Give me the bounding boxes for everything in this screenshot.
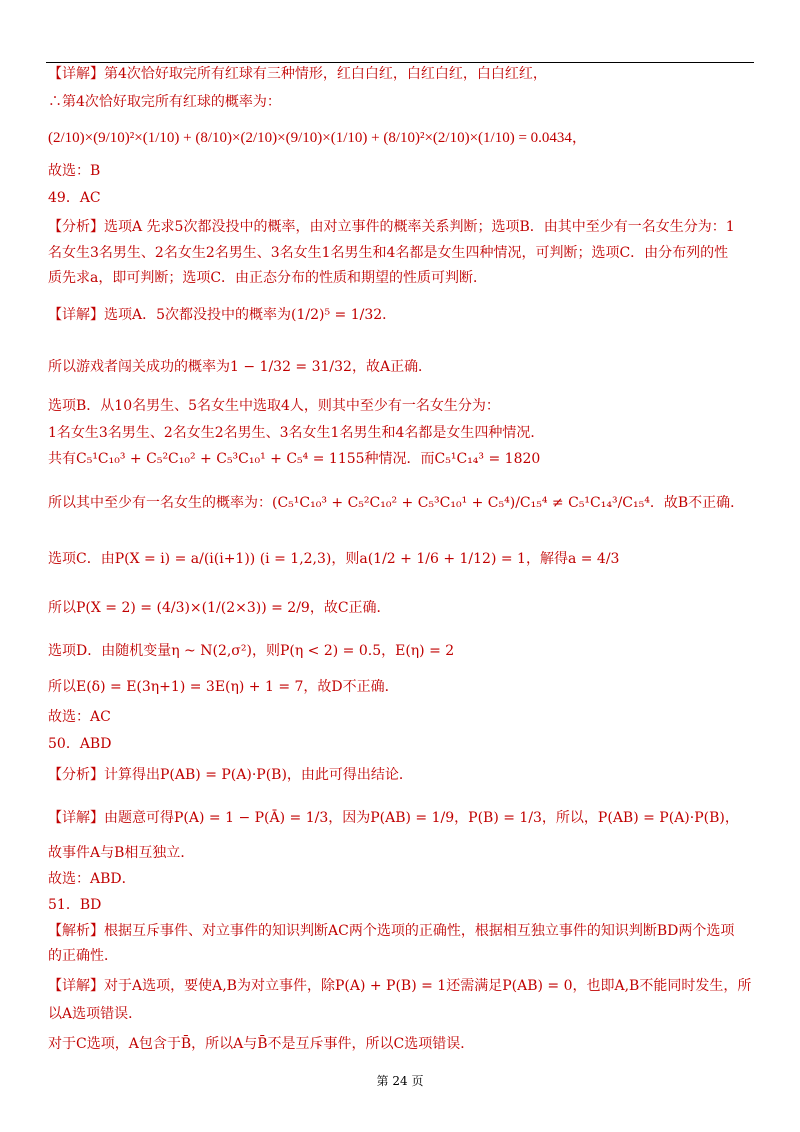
line-21: 【分析】计算得出P(AB) = P(A)·P(B)，由此可得出结论．	[48, 767, 413, 783]
line-15: 选项C．由P(X = i) = a/(i(i+1)) (i = 1,2,3)，则a(1/2 + 1/6 + 1/12) = 1，解得a = 4/3	[48, 551, 620, 567]
line-14: 所以其中至少有一名女生的概率为：(C₅¹C₁₀³ + C₅²C₁₀² + C₅³C₁₀¹ + C₅⁴)/C₁₅⁴ ≠ C₅¹C₁₄³/C₁₅⁴．故B不正确．	[48, 495, 745, 511]
line-3: (2/10)×(9/10)²×(1/10) + (8/10)×(2/10)×(9/10)×(1/10) + (8/10)²×(2/10)×(1/10) = 0.0434，	[48, 130, 587, 146]
line-22: 【详解】由题意可得P(A) = 1 − P(Ā) = 1/3，因为P(AB) = 1/9，P(B) = 1/3，所以，P(AB) = P(A)·P(B)，	[48, 810, 739, 826]
header-rule	[46, 62, 754, 63]
line-30: 对于C选项，A包含于B̄，所以A与B̄不是互斥事件，所以C选项错误．	[48, 1036, 475, 1052]
line-6: 【分析】选项A 先求5次都没投中的概率，由对立事件的概率关系判断；选项B．由其中至少有一名女生分为：1	[48, 219, 735, 235]
line-13: 共有C₅¹C₁₀³ + C₅²C₁₀² + C₅³C₁₀¹ + C₅⁴ = 1155种情况．而C₅¹C₁₄³ = 1820	[48, 451, 541, 467]
line-7: 名女生3名男生、2名女生2名男生、3名女生1名男生和4名都是女生四种情况，可判断；选项C．由分布列的性	[48, 245, 729, 261]
line-10: 所以游戏者闯关成功的概率为1 − 1/32 = 31/32，故A正确．	[48, 359, 433, 375]
line-25: 51．BD	[48, 897, 102, 913]
line-29: 以A选项错误．	[48, 1006, 143, 1022]
line-16: 所以P(X = 2) = (4/3)×(1/(2×3)) = 2/9，故C正确．	[48, 600, 391, 616]
line-2: ∴第4次恰好取完所有红球的概率为：	[48, 94, 281, 110]
line-4: 故选：B	[48, 163, 101, 179]
line-23: 故事件A与B相互独立．	[48, 845, 195, 861]
line-11: 选项B．从10名男生、5名女生中选取4人，则其中至少有一名女生分为：	[48, 398, 500, 414]
line-18: 所以E(δ) = E(3η+1) = 3E(η) + 1 = 7，故D不正确．	[48, 679, 399, 695]
line-8: 质先求a，即可判断；选项C．由正态分布的性质和期望的性质可判断．	[48, 270, 488, 286]
page-number: 第 24 页	[376, 1074, 424, 1088]
line-24: 故选：ABD．	[48, 871, 136, 887]
line-17: 选项D．由随机变量η ~ N(2,σ²)，则P(η < 2) = 0.5，E(η) = 2	[48, 643, 455, 659]
line-26: 【解析】根据互斥事件、对立事件的知识判断AC两个选项的正确性，根据相互独立事件的知识判断BD两个选项	[48, 923, 735, 939]
line-9: 【详解】选项A．5次都没投中的概率为(1/2)⁵ = 1/32．	[48, 307, 397, 323]
line-19: 故选：AC	[48, 709, 111, 725]
line-5: 49．AC	[48, 190, 101, 206]
line-27: 的正确性．	[48, 948, 118, 964]
line-28: 【详解】对于A选项，要使A,B为对立事件，除P(A) + P(B) = 1还需满足P(AB) = 0，也即A,B不能同时发生，所	[48, 978, 752, 994]
line-20: 50．ABD	[48, 736, 112, 752]
line-12: 1名女生3名男生、2名女生2名男生、3名女生1名男生和4名都是女生四种情况．	[48, 425, 545, 441]
line-1: 【详解】第4次恰好取完所有红球有三种情形，红白白红，白红白红，白白红红，	[48, 66, 547, 82]
